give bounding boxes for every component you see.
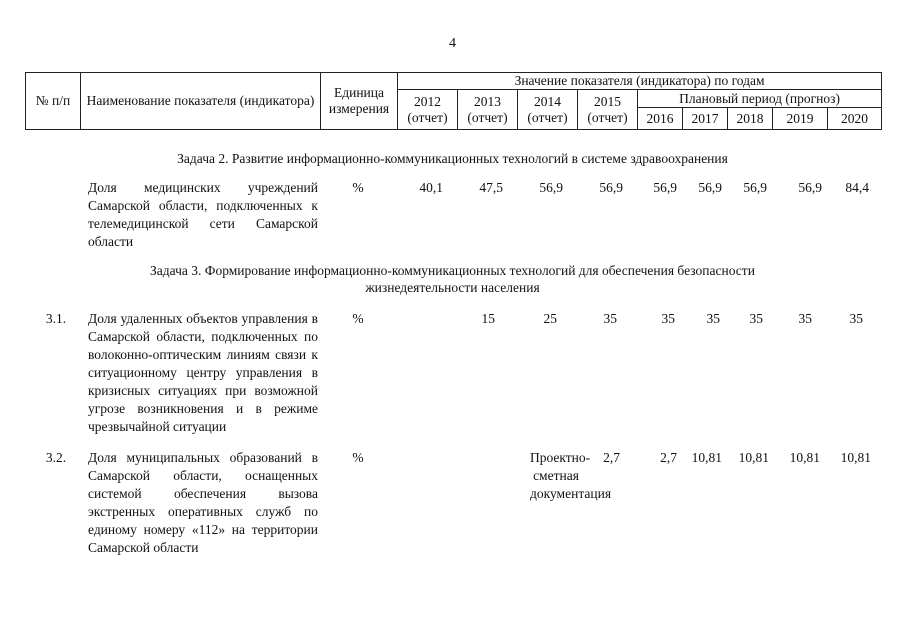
row-3-1-number: 3.1. xyxy=(45,311,67,326)
page-number: 4 xyxy=(449,36,456,51)
task2-value-2012: 40,1 xyxy=(419,180,443,195)
task2-value-2014: 56,9 xyxy=(539,180,563,195)
header-year-2012: 2012 (отчет) xyxy=(398,90,458,130)
header-plan-title: Плановый период (прогноз) xyxy=(638,90,882,108)
header-year-2014: 2014 (отчет) xyxy=(518,90,578,130)
header-year-2020: 2020 xyxy=(828,108,882,130)
header-name: Наименование показателя (индикатора) xyxy=(81,73,321,130)
row-3-2-indicator-name: Доля муниципальных образований в Самарской области, оснащенных системой обеспечения вызова экстренных оперативных служб по единому номеру «112» на территории Самарской области xyxy=(88,450,318,555)
row-3-2-value-2016: 2,7 xyxy=(660,450,677,465)
header-year-2019: 2019 xyxy=(773,108,828,130)
row-3-2-value-2020: 10,81 xyxy=(840,450,871,465)
row-3-1-value-2020: 35 xyxy=(849,311,863,326)
row-3-2-number: 3.2. xyxy=(45,450,67,465)
header-unit: Единица измерения xyxy=(321,73,398,130)
task3-title-line2: жизнедеятельности населения xyxy=(365,280,540,295)
task2-title: Задача 2. Развитие информационно-коммуникационных технологий в системе здравоохранения xyxy=(177,151,728,166)
header-year-2016: 2016 xyxy=(638,108,683,130)
header-table xyxy=(25,72,882,130)
row-3-1-value-2013: 15 xyxy=(481,311,495,326)
row-3-1-value-2018: 35 xyxy=(749,311,763,326)
task2-value-2015: 56,9 xyxy=(599,180,623,195)
header-year-2013: 2013 (отчет) xyxy=(458,90,518,130)
header-year-2015: 2015 (отчет) xyxy=(578,90,638,130)
header-no: № п/п xyxy=(26,73,81,130)
task2-unit: % xyxy=(352,180,364,195)
task2-value-2013: 47,5 xyxy=(479,180,503,195)
task2-value-2017: 56,9 xyxy=(698,180,722,195)
task2-value-2016: 56,9 xyxy=(653,180,677,195)
row-3-1-indicator-name: Доля удаленных объектов управления в Самарской области, подключенных по волоконно-оптическим линиям связи к ситуационному центру управления в кризисных ситуациях при возможной угрозе возникновения и в режиме чрезвычайной ситуации xyxy=(88,311,318,434)
row-3-2-value-2018: 10,81 xyxy=(738,450,769,465)
row-3-1-value-2017: 35 xyxy=(706,311,720,326)
row-3-2-unit: % xyxy=(352,450,364,465)
header-year-2018: 2018 xyxy=(728,108,773,130)
row-3-1-value-2016: 35 xyxy=(661,311,675,326)
task2-indicator-name: Доля медицинских учреждений Самарской области, подключенных к телемедицинской сети Самарской области xyxy=(88,180,318,249)
row-3-2-value-2019: 10,81 xyxy=(789,450,820,465)
row-3-1-value-2014: 25 xyxy=(543,311,557,326)
row-3-2-value-2017: 10,81 xyxy=(691,450,722,465)
row-3-1-unit: % xyxy=(352,311,364,326)
row-3-1-value-2015: 35 xyxy=(603,311,617,326)
row-3-2-value-2015: 2,7 xyxy=(603,450,620,465)
header-values-title: Значение показателя (индикатора) по годам xyxy=(398,73,882,90)
header-year-2017: 2017 xyxy=(683,108,728,130)
row-3-2-note-2014: Проектно-сметная документация xyxy=(530,450,612,501)
task3-title-line1: Задача 3. Формирование информационно-коммуникационных технологий для обеспечения безопасности xyxy=(150,263,755,278)
row-3-1-value-2019: 35 xyxy=(798,311,812,326)
task2-value-2019: 56,9 xyxy=(798,180,822,195)
task2-value-2020: 84,4 xyxy=(845,180,869,195)
task2-value-2018: 56,9 xyxy=(743,180,767,195)
